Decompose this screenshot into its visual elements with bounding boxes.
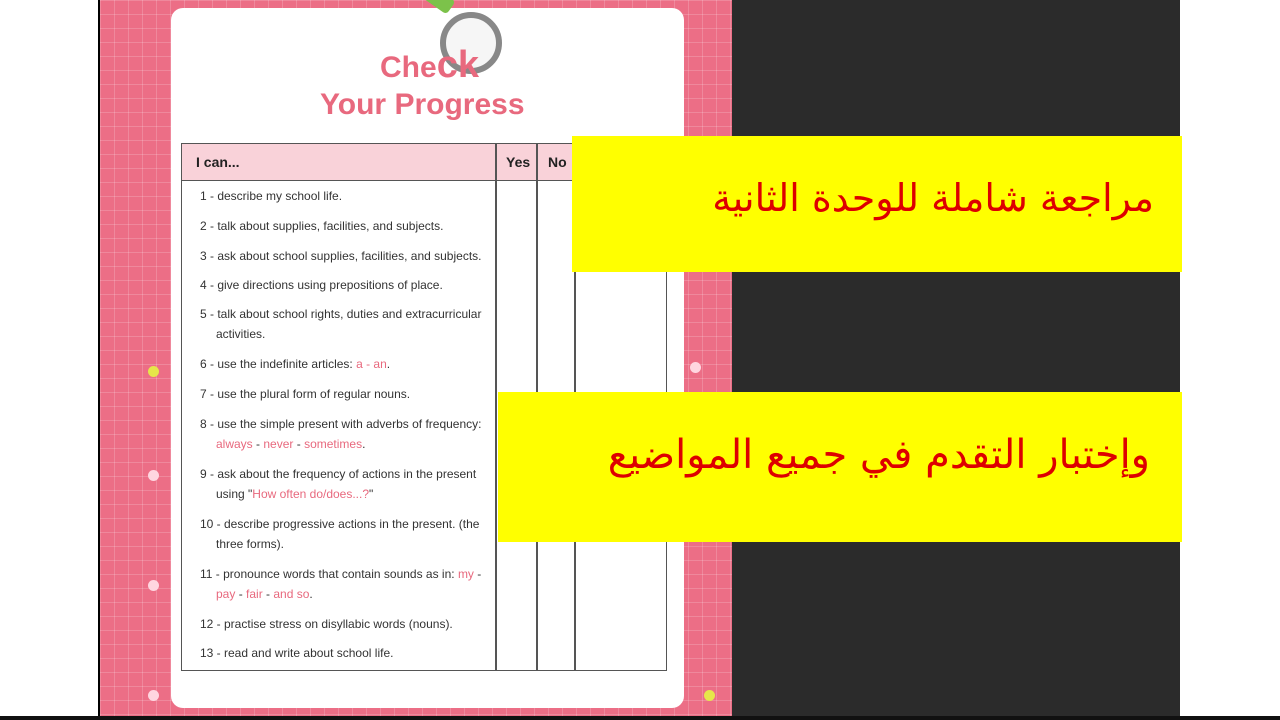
table-row: 8 - use the simple present with adverbs of frequency: always - never - sometimes.	[200, 417, 482, 451]
table-row: 3 - ask about school supplies, facilities, and subjects.	[200, 249, 482, 263]
header-yes: Yes	[506, 154, 531, 170]
decor-dot	[148, 366, 159, 377]
table-row: 12 - practise stress on disyllabic words (nouns).	[200, 617, 453, 631]
table-row: 1 - describe my school life.	[200, 189, 343, 203]
table-row: 10 - describe progressive actions in the present. (the three forms).	[200, 517, 480, 551]
table-row: 7 - use the plural form of regular nouns.	[200, 387, 411, 401]
table-row: 11 - pronounce words that contain sounds as in: my - pay - fair - and so.	[200, 567, 482, 601]
overlay-heading-1: مراجعة شاملة للوحدة الثانية	[712, 176, 1154, 220]
bottom-strip	[0, 716, 1280, 720]
overlay-heading-2: وإختبار التقدم في جميع المواضيع	[607, 432, 1150, 478]
decor-dot	[704, 690, 715, 701]
right-margin	[1180, 0, 1280, 720]
decor-dot	[148, 580, 159, 591]
left-margin	[0, 0, 98, 720]
table-row: 4 - give directions using prepositions of place.	[200, 278, 443, 292]
table-row: 5 - talk about school rights, duties and extracurricular activities.	[200, 307, 482, 341]
decor-dot	[148, 690, 159, 701]
page-title-line2: Your Progress	[320, 88, 525, 121]
table-row: 6 - use the indefinite articles: a - an.	[200, 357, 391, 371]
title-part-magnified: ck	[436, 44, 479, 86]
title-part: Che	[380, 51, 437, 84]
page-title-line1	[380, 44, 479, 87]
table-row: 9 - ask about the frequency of actions in the present using "How often do/does...?"	[200, 467, 477, 501]
table-row: 13 - read and write about school life.	[200, 646, 394, 660]
header-no: No	[548, 154, 567, 170]
header-i-can: I can...	[196, 154, 240, 170]
table-row: 2 - talk about supplies, facilities, and subjects.	[200, 219, 444, 233]
decor-dot	[148, 470, 159, 481]
decor-dot	[690, 362, 701, 373]
